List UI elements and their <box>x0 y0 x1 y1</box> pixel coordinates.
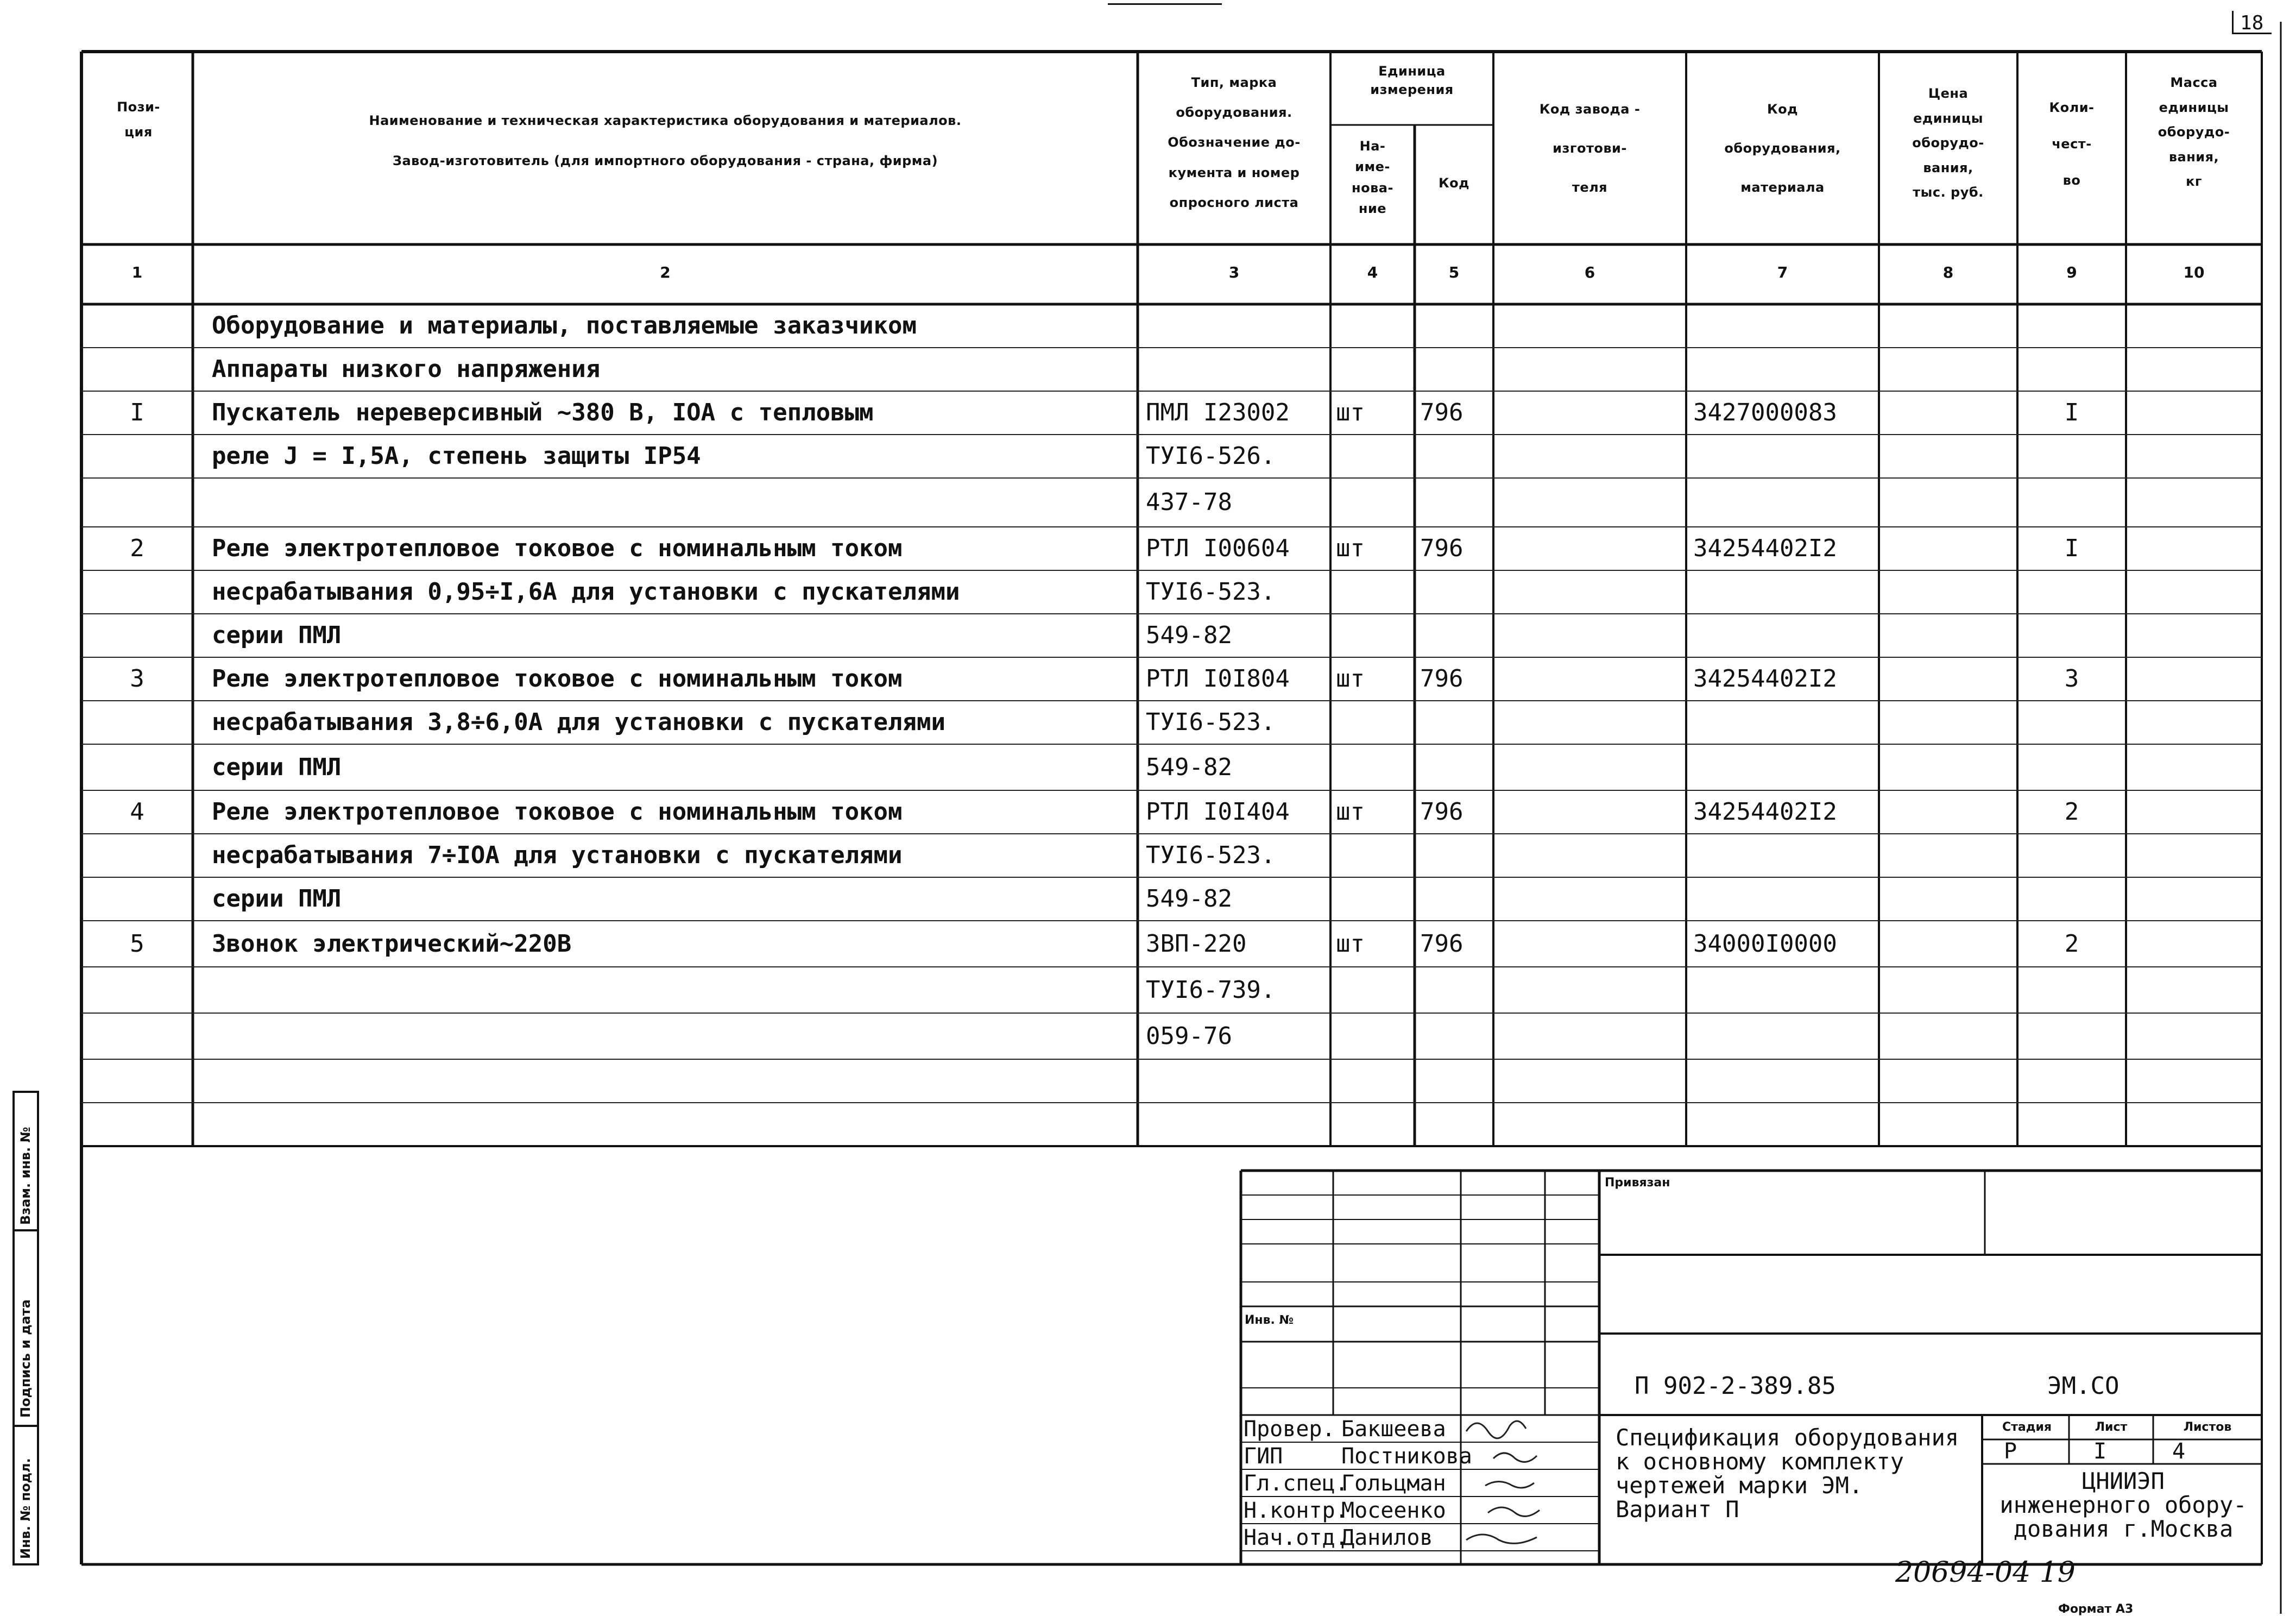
approval-role: Нач.отд. <box>1244 1525 1348 1550</box>
doc-title: Спецификация оборудования к основному комплекту чертежей марки ЭМ. Вариант П <box>1616 1424 1959 1523</box>
inv-no-label: Инв. № <box>1245 1313 1294 1327</box>
table-cell-pos: I <box>130 399 144 426</box>
header-unit-name: На- име- нова- ние <box>1352 139 1393 217</box>
col-number-4: 4 <box>1367 263 1378 281</box>
table-cell-name: реле J = I,5A, степень защиты IP54 <box>212 442 701 470</box>
approval-name: Гольцман <box>1341 1471 1446 1496</box>
table-cell-code: 796 <box>1420 798 1464 826</box>
col-number-3: 3 <box>1228 263 1240 281</box>
table-cell-type: ПМЛ I23002 <box>1146 399 1290 426</box>
table-cell-type: ТУI6-526. <box>1146 442 1276 470</box>
col-number-10: 10 <box>2183 263 2205 281</box>
col-number-5: 5 <box>1448 263 1460 281</box>
col-number-9: 9 <box>2066 263 2077 281</box>
footer-number: 20694-04 19 <box>1895 1556 2076 1589</box>
table-cell-mat: 34254402I2 <box>1693 798 1837 826</box>
sheets-label: Листов <box>2183 1420 2232 1434</box>
table-cell-name: Пускатель нереверсивный ~380 В, IOA с тепловым <box>212 399 874 426</box>
header-name-line1: Наименование и техническая характеристика оборудования и материалов. <box>369 113 962 128</box>
table-cell-name: несрабатывания 3,8÷6,0A для установки с пускателями <box>212 708 946 736</box>
table-cell-name: Звонок электрический~220В <box>212 929 572 958</box>
table-cell-pos: 3 <box>130 665 144 693</box>
approval-role: ГИП <box>1244 1444 1283 1469</box>
table-cell-mat: 34254402I2 <box>1693 665 1837 693</box>
table-cell-name: Реле электротепловое токовое с номинальным током <box>212 665 903 693</box>
doc-code: П 902-2-389.85 <box>1635 1372 1836 1400</box>
sheet-label: Лист <box>2095 1420 2128 1434</box>
approval-name: Мосеенко <box>1341 1498 1446 1523</box>
header-name-line2: Завод-изготовитель (для импортного оборудования - страна, фирма) <box>392 153 938 168</box>
table-cell-name: несрабатывания 7÷IOA для установки с пускателями <box>212 841 903 869</box>
col-number-8: 8 <box>1942 263 1954 281</box>
table-cell-type: 549-82 <box>1146 753 1232 781</box>
table-cell-qty: 2 <box>2064 798 2079 826</box>
approval-name: Постникова <box>1341 1444 1472 1469</box>
side-label-inventory: Инв. № подл. <box>18 1458 33 1559</box>
table-cell-type: ТУI6-523. <box>1146 841 1276 869</box>
header-mass: Масса единицы оборудо- вания, кг <box>2158 75 2230 190</box>
table-cell-name: Оборудование и материалы, поставляемые заказчиком <box>212 312 917 339</box>
approval-role: Гл.спец. <box>1244 1471 1348 1496</box>
col-number-6: 6 <box>1584 263 1595 281</box>
table-cell-type: РТЛ I00604 <box>1146 535 1290 562</box>
stage-value: Р <box>2004 1439 2017 1464</box>
approval-name: Бакшеева <box>1341 1417 1446 1442</box>
privyazan-label: Привязан <box>1605 1176 1670 1190</box>
header-type: Тип, марка оборудования. Обозначение до- кумента и номер опросного листа <box>1168 75 1301 210</box>
table-cell-type: ЗВП-220 <box>1146 929 1247 958</box>
table-cell-unit: шт <box>1336 929 1365 958</box>
table-cell-qty: I <box>2064 399 2079 426</box>
table-cell-unit: шт <box>1336 798 1365 826</box>
table-cell-name: серии ПМЛ <box>212 885 342 913</box>
table-cell-code: 796 <box>1420 929 1464 958</box>
table-cell-type: 059-76 <box>1146 1022 1232 1050</box>
table-cell-type: РТЛ I0I804 <box>1146 665 1290 693</box>
table-cell-qty: I <box>2064 535 2079 562</box>
table-cell-unit: шт <box>1336 399 1365 426</box>
table-cell-type: 549-82 <box>1146 621 1232 649</box>
table-cell-unit: шт <box>1336 665 1365 693</box>
side-label-replacement: Взам. инв. № <box>18 1127 33 1225</box>
organization: ЦНИИЭП инженерного обору- дования г.Москва <box>1999 1468 2247 1543</box>
approval-name: Данилов <box>1341 1525 1433 1550</box>
table-cell-type: ТУI6-523. <box>1146 708 1276 736</box>
header-position: Пози- ция <box>117 99 160 140</box>
table-cell-pos: 4 <box>130 798 144 826</box>
stage-label: Стадия <box>2002 1420 2052 1434</box>
header-factory-code: Код завода - изготови- теля <box>1539 102 1641 195</box>
side-label-signature: Подпись и дата <box>18 1299 33 1418</box>
page-number: 18 <box>2240 12 2264 34</box>
table-cell-name: серии ПМЛ <box>212 753 342 781</box>
table-cell-type: РТЛ I0I404 <box>1146 798 1290 826</box>
table-cell-name: Реле электротепловое токовое с номинальным током <box>212 535 903 562</box>
table-cell-name: серии ПМЛ <box>212 621 342 649</box>
sheet-value: I <box>2093 1439 2107 1464</box>
table-cell-code: 796 <box>1420 535 1464 562</box>
table-cell-mat: 34000I0000 <box>1693 929 1837 958</box>
table-cell-qty: 3 <box>2064 665 2079 693</box>
sheets-value: 4 <box>2172 1439 2186 1464</box>
table-cell-unit: шт <box>1336 535 1365 562</box>
table-cell-qty: 2 <box>2064 929 2079 958</box>
table-cell-type: ТУI6-739. <box>1146 976 1276 1004</box>
col-number-1: 1 <box>131 263 143 281</box>
table-cell-name: Аппараты низкого напряжения <box>212 355 601 383</box>
approval-role: Провер. <box>1244 1417 1335 1442</box>
table-cell-name: несрабатывания 0,95÷I,6A для установки с пускателями <box>212 578 960 606</box>
header-quantity: Коли- чест- во <box>2049 100 2095 188</box>
table-cell-name: Реле электротепловое токовое с номинальным током <box>212 798 903 826</box>
header-unit: Единица измерения <box>1370 64 1454 97</box>
table-cell-pos: 5 <box>130 929 144 958</box>
col-number-2: 2 <box>660 263 671 281</box>
table-cell-code: 796 <box>1420 399 1464 426</box>
table-cell-type: 437-78 <box>1146 488 1232 516</box>
table-cell-code: 796 <box>1420 665 1464 693</box>
table-cell-pos: 2 <box>130 535 144 562</box>
table-cell-type: ТУI6-523. <box>1146 578 1276 606</box>
table-cell-mat: 3427000083 <box>1693 399 1837 426</box>
header-equipment-code: Код оборудования, материала <box>1724 102 1841 195</box>
table-cell-type: 549-82 <box>1146 885 1232 913</box>
format-label: Формат А3 <box>2058 1602 2134 1616</box>
approval-role: Н.контр. <box>1244 1498 1348 1523</box>
col-number-7: 7 <box>1777 263 1788 281</box>
header-price: Цена единицы оборудо- вания, тыс. руб. <box>1912 86 1984 200</box>
signatures-scribbles <box>1466 1421 1540 1543</box>
table-cell-mat: 34254402I2 <box>1693 535 1837 562</box>
header-unit-code: Код <box>1439 175 1469 191</box>
doc-mark: ЭМ.СО <box>2047 1372 2120 1400</box>
